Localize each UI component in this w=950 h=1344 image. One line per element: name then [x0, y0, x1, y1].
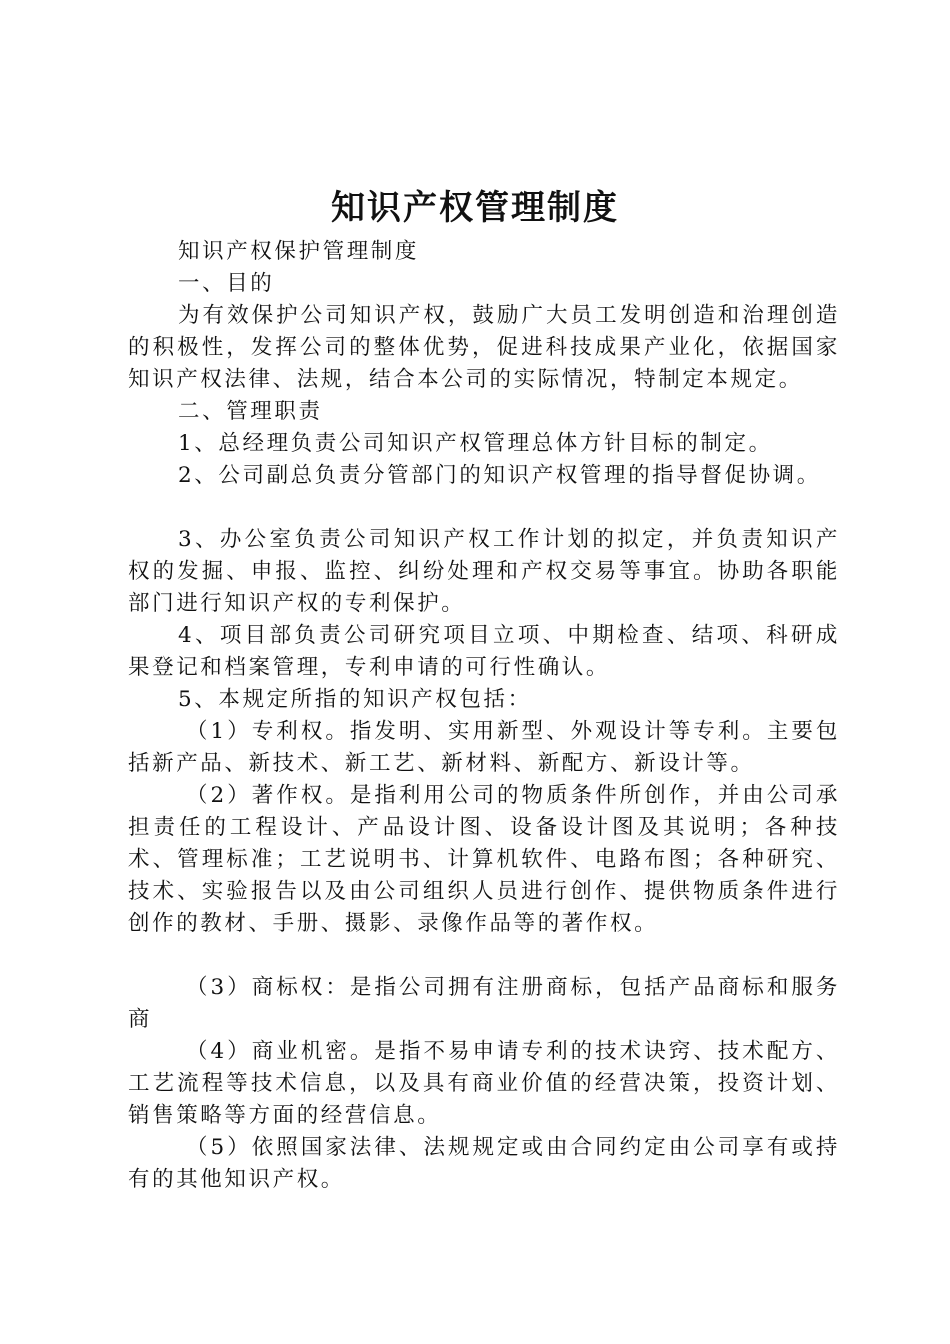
- section-heading-purpose: 一、目的: [178, 271, 275, 296]
- paragraph-purpose: 为有效保护公司知识产权，鼓励广大员工发明创造和治理创造的积极性，发挥公司的整体优势，促进科技成果产业化，依据国家知识产权法律、法规，结合本公司的实际情况，特制定本规定。: [128, 303, 840, 392]
- paragraph-responsibility-2: 2、公司副总负责分管部门的知识产权管理的指导督促协调。: [178, 463, 821, 488]
- section-heading-responsibilities: 二、管理职责: [178, 399, 323, 424]
- paragraph-item-trademark: （3）商标权：是指公司拥有注册商标，包括产品商标和服务商: [128, 975, 840, 1032]
- document-title: 知识产权管理制度: [331, 188, 619, 228]
- paragraph-item-trade-secret: （4）商业机密。是指不易申请专利的技术诀窍、技术配方、工艺流程等技术信息，以及具有商业价值的经营决策，投资计划、销售策略等方面的经营信息。: [128, 1039, 840, 1128]
- paragraph-responsibility-4: 4、项目部负责公司研究项目立项、中期检查、结项、科研成果登记和档案管理，专利申请的可行性确认。: [128, 623, 840, 680]
- paragraph-item-copyright: （2）著作权。是指利用公司的物质条件所创作，并由公司承担责任的工程设计、产品设计图、设备设计图及其说明；各种技术、管理标准；工艺说明书、计算机软件、电路布图；各种研究、技术、实验报告以及由公司组织人员进行创作、提供物质条件进行创作的教材、手册、摄影、录像作品等的著作权。: [128, 783, 840, 936]
- paragraph-responsibility-1: 1、总经理负责公司知识产权管理总体方针目标的制定。: [178, 431, 773, 456]
- document-body: [128, 236, 840, 1196]
- paragraph-responsibility-3: 3、办公室负责公司知识产权工作计划的拟定，并负责知识产权的发掘、申报、监控、纠纷处理和产权交易等事宜。协助各职能部门进行知识产权的专利保护。: [128, 527, 840, 616]
- paragraph-subtitle: 知识产权保护管理制度: [178, 239, 420, 264]
- paragraph-item-other: （5）依照国家法律、法规规定或由合同约定由公司享有或持有的其他知识产权。: [128, 1135, 840, 1192]
- paragraph-item-patent: （1）专利权。指发明、实用新型、外观设计等专利。主要包括新产品、新技术、新工艺、新材料、新配方、新设计等。: [128, 719, 840, 776]
- paragraph-responsibility-5: 5、本规定所指的知识产权包括：: [178, 687, 532, 712]
